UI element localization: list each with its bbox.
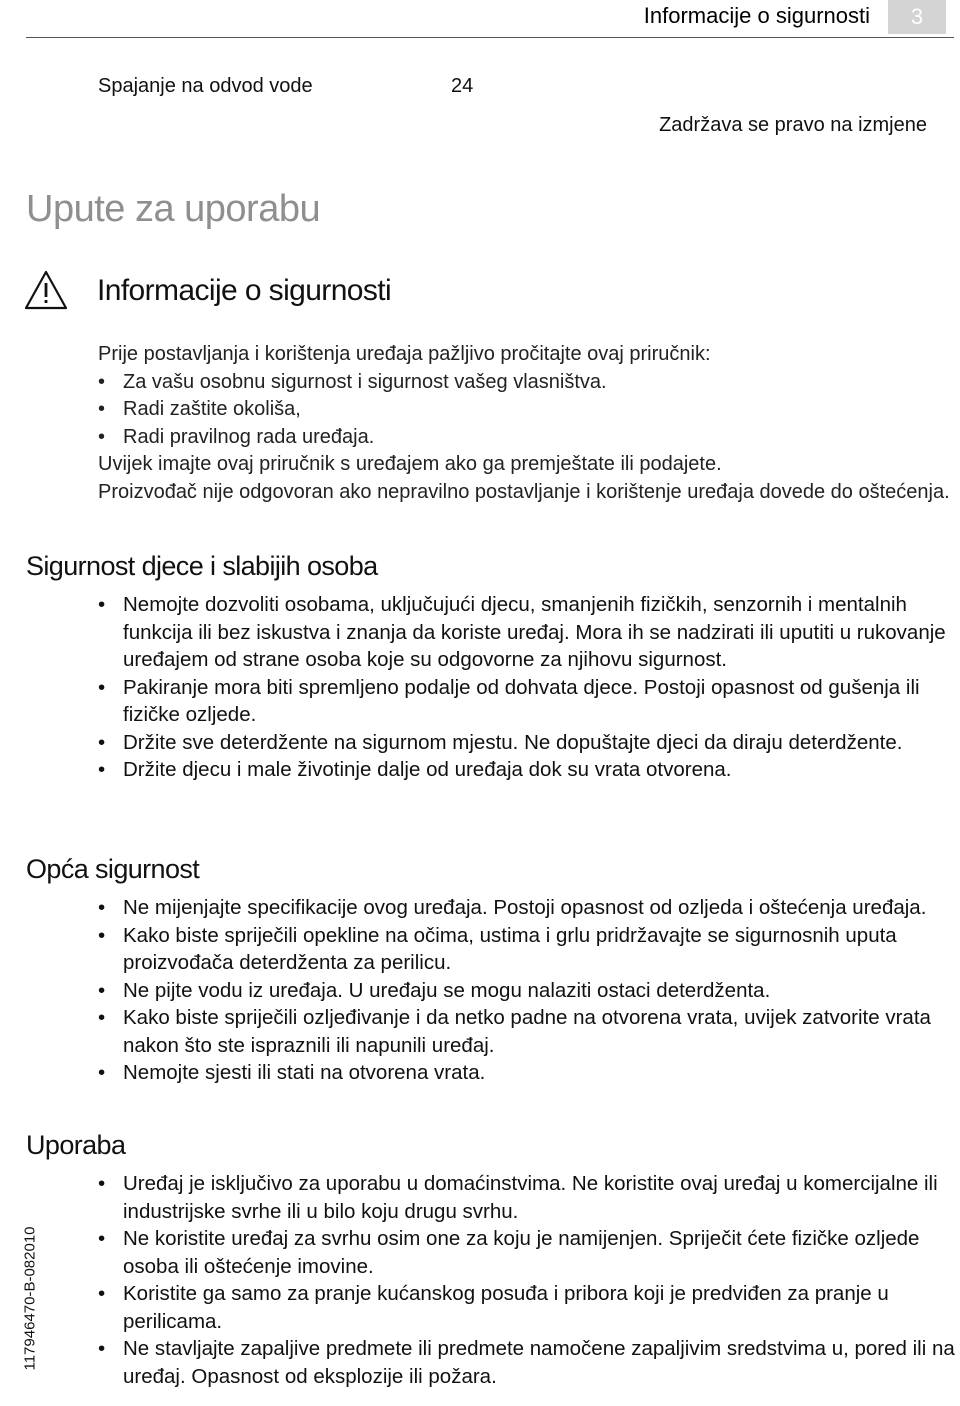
document-title: Upute za uporabu <box>26 188 321 230</box>
intro-sentence: Prije postavljanja i korištenja uređaja pažljivo pročitajte ovaj priručnik: <box>98 343 711 365</box>
section-title-safety: Informacije o sigurnosti <box>97 274 392 307</box>
toc-entry-page: 24 <box>451 75 474 97</box>
toc-entry-rights: Zadržava se pravo na izmjene <box>659 114 927 136</box>
safety-intro <box>98 341 958 506</box>
page-number-box <box>888 0 946 34</box>
list-item: • Ne pijte vodu iz uređaja. U uređaju se mogu nalaziti ostaci deterdženta. <box>98 977 958 1005</box>
list-item: • Ne koristite uređaj za svrhu osim one za koju je namijenjen. Spriječit ćete fizičke ozljede osoba ili oštećenje imovine. <box>98 1225 958 1280</box>
list-item: • Uređaj je isključivo za uporabu u domaćinstvima. Ne koristite ovaj uređaj u komercijalne ili industrijske svrhe ili u bilo koju drugu svrhu. <box>98 1170 958 1225</box>
section-heading-general-safety: Opća sigurnost <box>26 854 200 884</box>
list-item: • Nemojte sjesti ili stati na otvorena vrata. <box>98 1059 958 1087</box>
intro-bullet: • Radi pravilnog rada uređaja. <box>98 425 375 448</box>
intro-bullet: • Radi zaštite okoliša, <box>98 398 301 420</box>
use-list <box>98 1170 958 1390</box>
children-safety-list <box>98 591 958 784</box>
section-heading-use: Uporaba <box>26 1130 126 1160</box>
list-item: • Kako biste spriječili ozljeđivanje i da netko padne na otvorena vrata, uvijek zatvorite vrata nakon što ste ispraznili ili napunili uređaj. <box>98 1004 958 1059</box>
list-item: • Ne stavljajte zapaljive predmete ili predmete namočene zapaljivim sredstvima u, pored ili na uređaj. Opasnost od eksplozije ili požara. <box>98 1335 958 1390</box>
warning-triangle-icon <box>24 270 68 310</box>
document-code: 117946470-B-082010 <box>21 1226 39 1371</box>
list-item: • Pakiranje mora biti spremljeno podalje od dohvata djece. Postoji opasnost od gušenja ili fizičke ozljede. <box>98 674 958 729</box>
general-safety-list <box>98 894 958 1087</box>
list-item: • Držite sve deterdžente na sigurnom mjestu. Ne dopuštajte djeci da diraju deterdžente. <box>98 729 958 757</box>
intro-note: Proizvođač nije odgovoran ako nepravilno postavljanje i korištenje uređaja dovede do oštećenja. <box>98 480 950 503</box>
list-item: • Držite djecu i male životinje dalje od uređaja dok su vrata otvorena. <box>98 756 958 784</box>
list-item: • Ne mijenjajte specifikacije ovog uređaja. Postoji opasnost od ozljeda i oštećenja uređaja. <box>98 894 958 922</box>
list-item: • Koristite ga samo za pranje kućanskog posuđa i pribora koji je predviđen za pranje u perilicama. <box>98 1280 958 1335</box>
toc-entry-label: Spajanje na odvod vode <box>98 75 313 97</box>
header-rule <box>26 37 954 38</box>
list-item: • Kako biste spriječili opekline na očima, ustima i grlu pridržavajte se sigurnosnih uputa proizvođača deterdženta za perilicu. <box>98 922 958 977</box>
intro-bullet: • Za vašu osobnu sigurnost i sigurnost vašeg vlasništva. <box>98 370 607 393</box>
running-header-title: Informacije o sigurnosti <box>643 3 870 28</box>
list-item: • Nemojte dozvoliti osobama, uključujući djecu, smanjenih fizičkih, senzornih i mentalnih funkcija ili bez iskustva i znanja da koriste uređaj. Mora ih se nadzirati ili uputiti u rukovanje uređajem od strane osoba koje su odgovorne za njihovu sigurnost. <box>98 591 958 674</box>
section-heading-children-safety: Sigurnost djece i slabijih osoba <box>26 551 378 581</box>
page-number: 3 <box>910 4 924 29</box>
intro-note: Uvijek imajte ovaj priručnik s uređajem ako ga premještate ili podajete. <box>98 453 722 475</box>
